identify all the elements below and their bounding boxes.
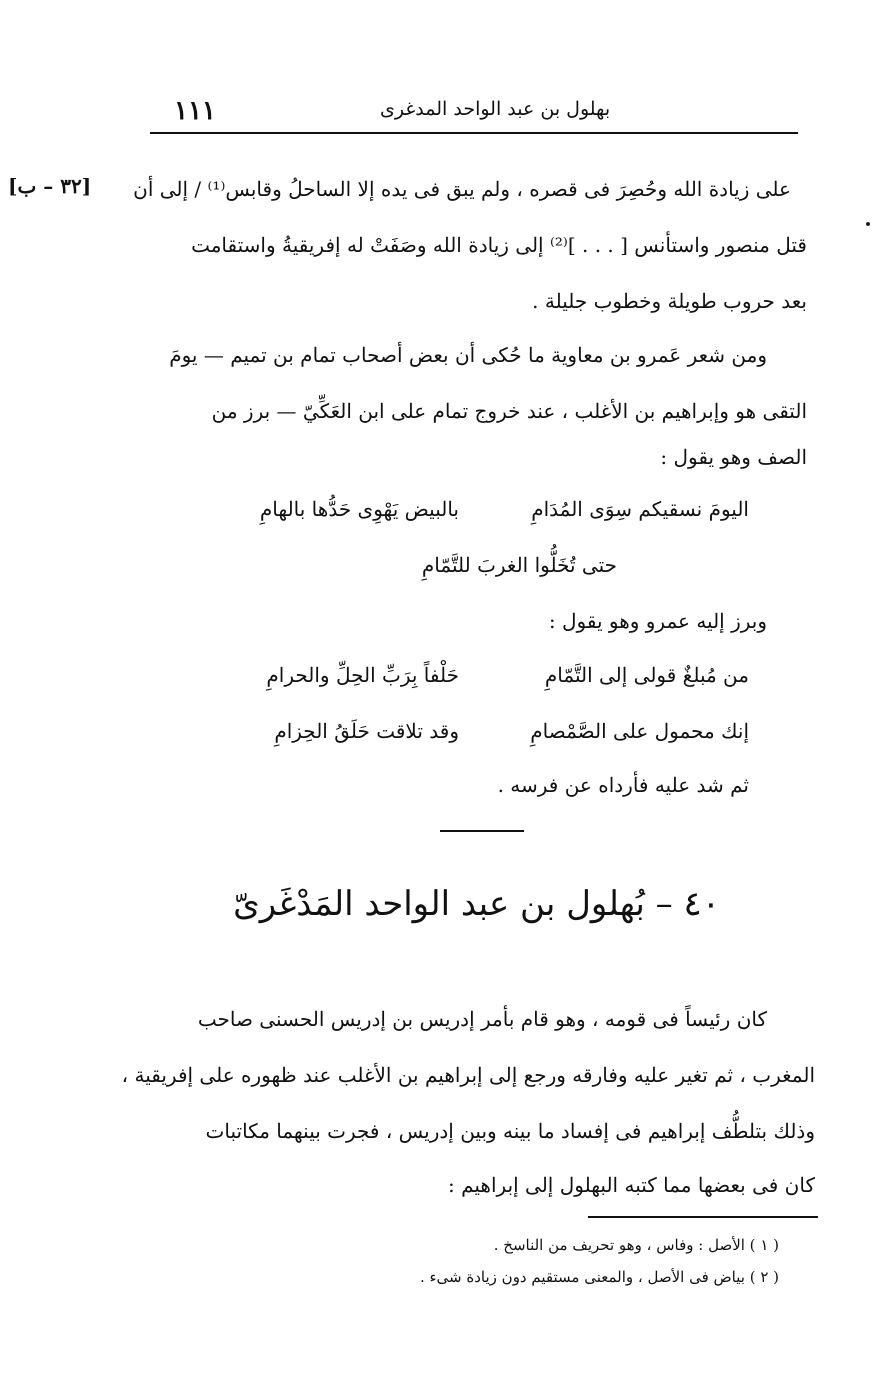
body-line-1: على زيادة الله وحُصِرَ فى قصره ، ولم يبق فى يده إلا الساحلُ وقابس⁽¹⁾ / إلى أن (133, 177, 791, 201)
poem2-line2-b: وقد تلاقت حَلَقُ الحِزامِ (274, 719, 459, 743)
body-line-3: بعد حروب طويلة وخطوب جليلة . (532, 289, 807, 313)
poem2-line1-a: من مُبلغٌ قولى إلى التَّمّامِ (544, 663, 749, 687)
poem1-hemistich-b: بالبيض يَهْوِى حَدُّها بالهامِ (259, 497, 459, 521)
footnote-2: ( ٢ ) بياض فى الأصل ، والمعنى مستقيم دون زيادة شىء . (419, 1268, 779, 1286)
footnote-rule (588, 1216, 818, 1218)
body-line-6: الصف وهو يقول : (660, 445, 807, 469)
section-title: ٤٠ – بُهلول بن عبد الواحد المَدْغَرىّ (233, 884, 720, 924)
closing-line: ثم شد عليه فأرداه عن فرسه . (497, 773, 749, 797)
section-line-3: وذلك بتلطُّف إبراهيم فى إفساد ما بينه وبين إدريس ، فجرت بينهما مكاتبات (205, 1119, 815, 1143)
section-separator (440, 830, 524, 832)
footnote-1: ( ١ ) الأصل : وفاس ، وهو تحريف من الناسخ . (493, 1236, 779, 1254)
manuscript-folio-ref: [٣٢ – ب] (8, 174, 92, 198)
poem1-hemistich-a: اليومَ نسقيكم سِوَى المُدَامِ (531, 497, 749, 521)
section-line-1: كان رئيساً فى قومه ، وهو قام بأمر إدريس بن إدريس الحسنى صاحب (197, 1007, 767, 1031)
poem2-intro: وبرز إليه عمرو وهو يقول : (548, 609, 767, 633)
page-number: ١١١ (174, 96, 216, 126)
body-line-5: التقى هو وإبراهيم بن الأغلب ، عند خروج تمام على ابن العَكِّيّ — برز من (211, 399, 807, 423)
poem2-line2-a: إنك محمول على الصَّمْصامِ (530, 719, 749, 743)
poem1-single-line: حتى تُخَلُّوا الغربَ للتَّمّامِ (421, 553, 617, 577)
running-title: بهلول بن عبد الواحد المدغرى (380, 98, 611, 120)
margin-dot (866, 222, 870, 226)
poem2-line1-b: حَلْفاً بِرَبِّ الحِلِّ والحرامِ (266, 663, 459, 687)
running-header (150, 94, 798, 128)
section-line-4: كان فى بعضها مما كتبه البهلول إلى إبراهيم : (447, 1173, 815, 1197)
section-line-2: المغرب ، ثم تغير عليه وفارقه ورجع إلى إبراهيم بن الأغلب عند ظهوره على إفريقية ، (121, 1063, 815, 1087)
body-line-4: ومن شعر عَمرو بن معاوية ما حُكى أن بعض أصحاب تمام بن تميم — يومَ (169, 343, 767, 367)
header-rule (150, 132, 798, 134)
body-line-2: قتل منصور واستأنس [ . . . ]⁽²⁾ إلى زيادة الله وصَفَتْ له إفريقيةُ واستقامت (191, 233, 807, 257)
